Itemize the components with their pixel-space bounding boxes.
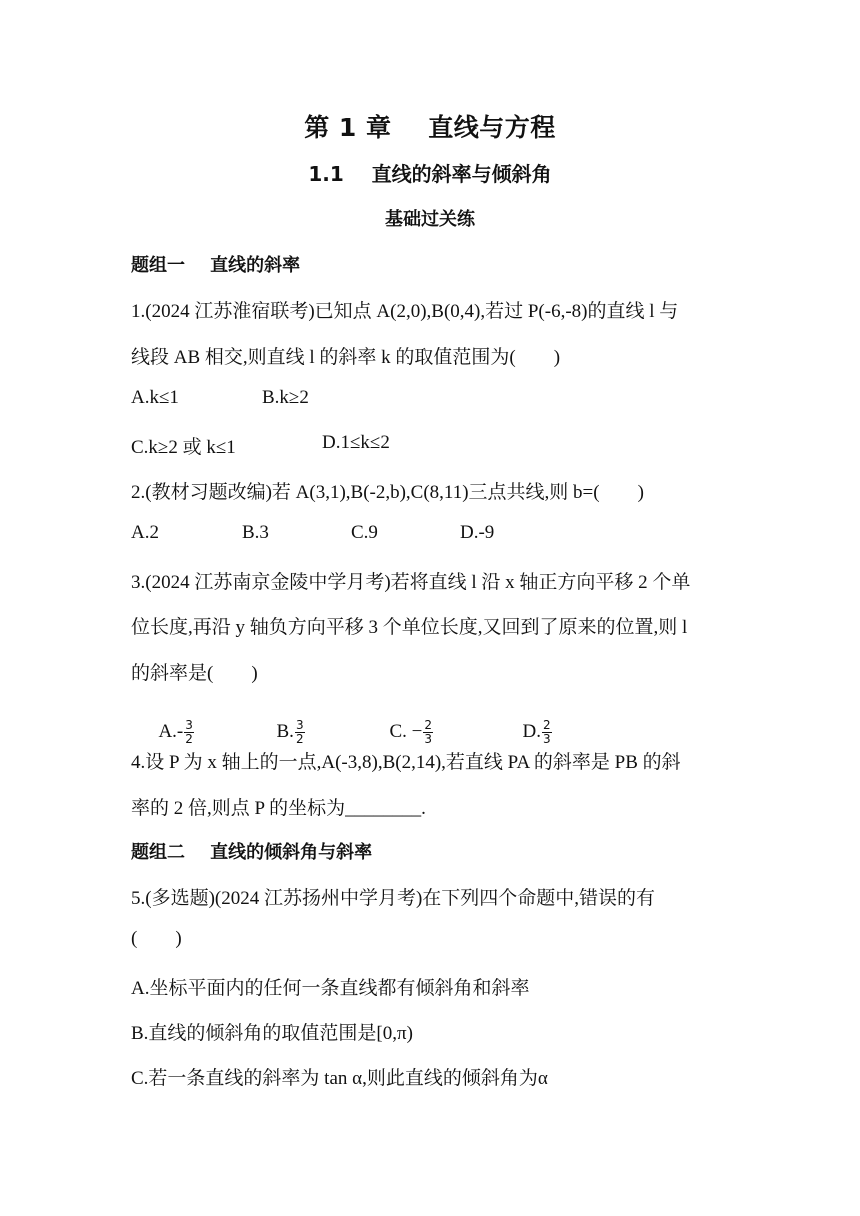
q3-option-b-prefix: B.	[276, 720, 294, 742]
q5-line1: 5.(多选题)(2024 江苏扬州中学月考)在下列四个命题中,错误的有	[131, 888, 656, 909]
q2-option-b: B.3	[242, 522, 269, 543]
fraction-numerator: 3	[185, 718, 193, 732]
q2-line1: 2.(教材习题改编)若 A(3,1),B(-2,b),C(8,11)三点共线,则 b=( )	[131, 482, 644, 503]
q4-line2: 率的 2 倍,则点 P 的坐标为________.	[131, 798, 426, 819]
group2-heading: 题组二 直线的倾斜角与斜率	[131, 842, 373, 863]
q3-option-a-prefix: A.-	[158, 720, 184, 742]
q1-line2: 线段 AB 相交,则直线 l 的斜率 k 的取值范围为( )	[131, 347, 561, 368]
q1-line1: 1.(2024 江苏淮宿联考)已知点 A(2,0),B(0,4),若过 P(-6,-8)的直线 l 与	[131, 301, 679, 322]
q5-line2: ( )	[131, 928, 182, 949]
q3-option-c-prefix: C. −	[389, 720, 423, 742]
q5-option-c: C.若一条直线的斜率为 tan α,则此直线的倾斜角为α	[131, 1068, 548, 1089]
q2-option-c: C.9	[351, 522, 378, 543]
q3-option-d-fraction	[542, 719, 552, 746]
chapter-title: 第 1 章 直线与方程	[304, 113, 556, 142]
q1-option-a: A.k≤1	[131, 387, 179, 408]
q3-option-a-fraction	[184, 719, 194, 746]
q3-option-c-fraction	[423, 719, 433, 746]
q3-line1: 3.(2024 江苏南京金陵中学月考)若将直线 l 沿 x 轴正方向平移 2 个单	[131, 572, 691, 593]
section-title: 1.1 直线的斜率与倾斜角	[308, 162, 552, 186]
q3-option-d-prefix: D.	[522, 720, 541, 742]
fraction-denominator: 3	[542, 732, 551, 746]
subsection-title: 基础过关练	[385, 209, 475, 230]
q1-option-d: D.1≤k≤2	[322, 432, 390, 453]
fraction-denominator: 2	[185, 732, 193, 746]
q2-option-d: D.-9	[460, 522, 495, 543]
q3-line3: 的斜率是( )	[131, 663, 258, 684]
fraction-numerator: 2	[424, 718, 433, 732]
fraction-denominator: 3	[424, 732, 433, 746]
q3-option-b-fraction	[295, 719, 305, 746]
q1-option-c: C.k≥2 或 k≤1	[131, 437, 236, 458]
q5-option-a: A.坐标平面内的任何一条直线都有倾斜角和斜率	[131, 978, 530, 999]
q4-line1: 4.设 P 为 x 轴上的一点,A(-3,8),B(2,14),若直线 PA 的斜率是 PB 的斜	[131, 752, 681, 773]
fraction-denominator: 2	[295, 732, 304, 746]
q3-line2: 位长度,再沿 y 轴负方向平移 3 个单位长度,又回到了原来的位置,则 l	[131, 617, 688, 638]
q5-option-b: B.直线的倾斜角的取值范围是[0,π)	[131, 1023, 413, 1044]
q2-option-a: A.2	[131, 522, 159, 543]
fraction-numerator: 3	[295, 718, 304, 732]
fraction-numerator: 2	[542, 718, 551, 732]
q1-option-b: B.k≥2	[262, 387, 309, 408]
group1-heading: 题组一 直线的斜率	[131, 255, 301, 276]
